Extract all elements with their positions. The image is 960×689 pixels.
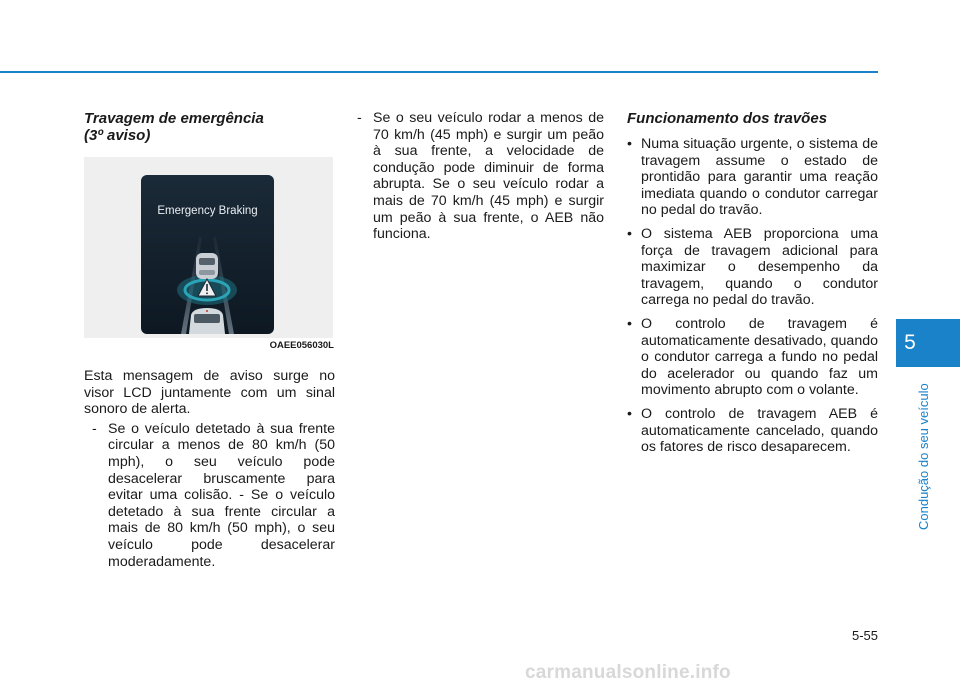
bullet-marker: • [627,315,632,332]
cluster-figure [84,157,333,338]
intro-paragraph: Esta mensagem de aviso surge no visor LCD juntamente com um sinal sonoro de alerta. [84,368,335,418]
dash-text: Se o seu veículo rodar a menos de 70 km/h (45 mph) e surgir um peão à sua frente, a velocidade de condução pode diminuir de forma abrupta. Se o seu veículo rodar a mais de 70 km/h (45 mph) e surgir um peão à sua frente, o AEB não funciona. [373,110,604,243]
lcd-display [141,175,274,334]
dash-item [84,421,335,570]
section-heading: Funcionamento dos travões [627,110,828,127]
bullet-text: O controlo de travagem é automaticamente desativado, quando o condutor carrega a fundo no pedal do acelerador ou quando faz um movimento abrupto com o volante. [641,315,878,399]
car-ahead-icon [196,253,218,279]
column-2 [357,110,604,243]
watermark: carmanualsonline.info [525,662,731,683]
bullet-text: O sistema AEB proporciona uma força de travagem adicional para maximizar o desempenho da travagem, quando o condutor carrega no pedal do travão. [641,225,878,309]
braking-graphic [141,175,274,334]
chapter-number: 5 [904,331,916,354]
section-heading [84,110,335,144]
figure-code: OAEE056030L [269,340,334,351]
dash-text: Se o veículo detetado à sua frente circular a menos de 80 km/h (50 mph), o seu veículo pode desacelerar bruscamente para evitar uma colisão. - Se o veículo detetado à sua frente circular a mais de 80 km/h (50 mph), o seu veículo pode desacelerar moderadamente. [108,420,335,570]
chapter-title-vertical [916,370,930,530]
own-car-icon [189,308,225,334]
bullet-item [627,406,878,456]
column-3 [627,110,878,463]
bullet-marker: • [627,225,632,242]
dash-marker: - [92,420,97,437]
bullet-item [627,226,878,309]
bullet-text: Numa situação urgente, o sistema de travagem assume o estado de prontidão para garantir uma reação imediata quando o condutor carregar no pedal do travão. [641,136,878,219]
column-1-body [84,368,335,570]
header-rule [0,71,878,73]
chapter-title: Condução do seu veículo [916,383,931,530]
heading-line-2: (3º aviso) [84,127,151,144]
screen-title: Emergency Braking [157,205,258,217]
chapter-tab [896,319,960,367]
dash-item [357,110,604,243]
column-1 [84,110,335,144]
bullet-marker: • [627,405,632,422]
page-number: 5-55 [851,628,878,643]
bullet-marker: • [627,136,632,152]
bullet-text: O controlo de travagem AEB é automaticamente cancelado, quando os fatores de risco desaparecem. [641,405,878,456]
dash-marker: - [357,110,362,126]
bullet-item [627,136,878,219]
heading-line-1: Travagem de emergência [84,110,264,127]
bullet-item [627,316,878,399]
